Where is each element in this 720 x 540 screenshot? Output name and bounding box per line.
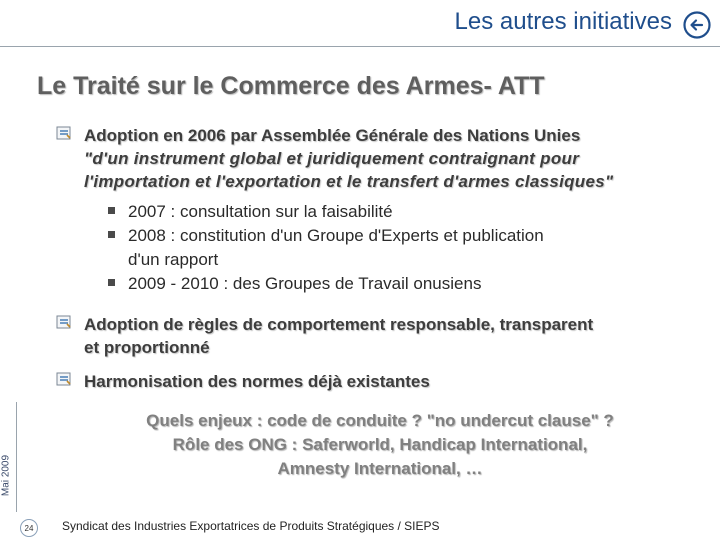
sub-item-text: 2007 : consultation sur la faisabilité bbox=[128, 202, 393, 221]
bullet-icon bbox=[56, 126, 72, 141]
header-divider bbox=[0, 46, 720, 47]
sub-item-text: 2009 - 2010 : des Groupes de Travail onusiens bbox=[128, 274, 482, 293]
bullet-text-line: Adoption en 2006 par Assemblée Générale des Nations Unies bbox=[84, 126, 581, 145]
circle-arrow-left-icon[interactable] bbox=[682, 10, 712, 40]
bullet-text-line: l'importation et l'exportation et le transfert d'armes classiques" bbox=[84, 172, 614, 191]
bullet-text-line: et proportionné bbox=[84, 338, 210, 357]
bullet-item bbox=[56, 370, 706, 393]
question-line: Quels enjeux : code de conduite ? "no undercut clause" ? bbox=[146, 411, 614, 430]
bullet-item bbox=[56, 313, 706, 359]
square-bullet-icon bbox=[108, 207, 115, 214]
bullet-text-line: "d'un instrument global et juridiquement contraignant pour bbox=[84, 149, 580, 168]
square-bullet-icon bbox=[108, 279, 115, 286]
question-block bbox=[90, 409, 670, 481]
sub-list-item bbox=[105, 200, 685, 224]
footer-organization: Syndicat des Industries Exportatrices de Produits Stratégiques / SIEPS bbox=[62, 519, 440, 533]
sub-list-item bbox=[105, 272, 685, 296]
page-number-badge: 24 bbox=[20, 519, 38, 537]
header-title: Les autres initiatives bbox=[454, 8, 672, 35]
sub-item-text: d'un rapport bbox=[128, 250, 219, 269]
bullet-text-line: Adoption de règles de comportement responsable, transparent bbox=[84, 315, 594, 334]
square-bullet-icon bbox=[108, 231, 115, 238]
sub-list bbox=[105, 200, 685, 296]
bullet-icon bbox=[56, 315, 72, 330]
bullet-icon bbox=[56, 372, 72, 387]
question-line: Rôle des ONG : Saferworld, Handicap International, bbox=[172, 435, 588, 454]
sub-list-item bbox=[105, 224, 685, 272]
side-date: Mai 2009 bbox=[0, 454, 12, 497]
side-divider bbox=[16, 402, 17, 512]
question-line: Amnesty International, … bbox=[277, 459, 483, 478]
bullet-item bbox=[56, 124, 706, 193]
slide-title: Le Traité sur le Commerce des Armes- ATT bbox=[37, 72, 545, 100]
sub-item-text: 2008 : constitution d'un Groupe d'Experts et publication bbox=[128, 226, 544, 245]
bullet-text-line: Harmonisation des normes déjà existantes bbox=[84, 372, 430, 391]
